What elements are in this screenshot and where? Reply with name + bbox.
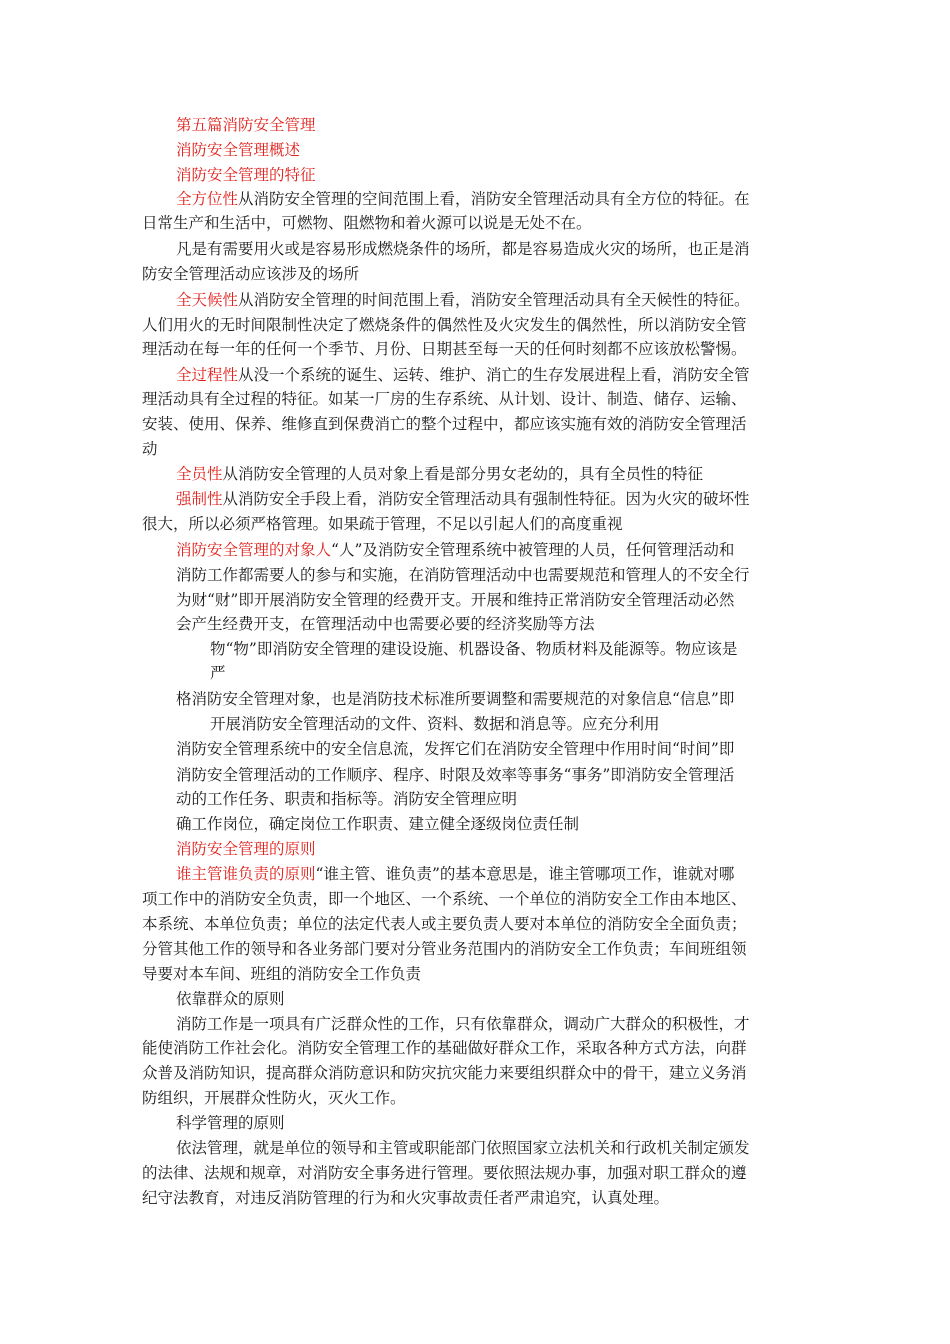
- text-line: [142, 512, 822, 536]
- body-text: 物“物”即消防安全管理的建设设施、机器设备、物质材料及能源等。物应该是: [210, 640, 738, 658]
- body-text: 的法律、法规和规章，对消防安全事务进行管理。要依照法规办事，加强对职工群众的遵: [142, 1164, 747, 1182]
- body-text: 严: [210, 664, 226, 682]
- body-text: 安装、使用、保养、维修直到保费消亡的整个过程中，都应该实施有效的消防安全管理活: [142, 415, 747, 433]
- body-text: 从消防安全手段上看，消防安全管理活动具有强制性特征。因为火灾的破坏性: [222, 490, 750, 508]
- text-line: [176, 787, 856, 811]
- text-line: [142, 1036, 822, 1060]
- body-text: 依法管理，就是单位的领导和主管或职能部门依照国家立法机关和行政机关制定颁发: [176, 1139, 750, 1157]
- text-line: [142, 962, 822, 986]
- text-line: [176, 462, 856, 486]
- text-line: [176, 563, 856, 587]
- text-line: [142, 1186, 822, 1210]
- body-text: 防组织，开展群众性防火，灭火工作。: [142, 1089, 406, 1107]
- text-line: [142, 1161, 822, 1185]
- text-line: [176, 487, 856, 511]
- body-text: 防安全管理活动应该涉及的场所: [142, 265, 360, 283]
- body-text: 动的工作任务、职责和指标等。消防安全管理应明: [176, 790, 518, 808]
- body-text: 项工作中的消防安全负责，即一个地区、一个系统、一个单位的消防安全工作由本地区、: [142, 890, 747, 908]
- text-line: [176, 687, 856, 711]
- text-line: [176, 187, 856, 211]
- heading-characteristics: 消防安全管理的特征: [176, 166, 316, 184]
- body-text: 纪守法教育，对违反消防管理的行为和火灾事故责任者严肃追究，认真处理。: [142, 1189, 670, 1207]
- text-line: [176, 1136, 856, 1160]
- term-label: 全天候性: [176, 291, 239, 309]
- term-label: 强制性: [176, 490, 223, 508]
- subheading: 科学管理的原则: [176, 1114, 285, 1132]
- term-label: 消防安全管理的对象人: [176, 541, 332, 559]
- text-line: [142, 412, 822, 436]
- text-line: [176, 288, 856, 312]
- text-line: [142, 887, 822, 911]
- term-label: 全员性: [176, 465, 223, 483]
- text-line: [176, 1111, 856, 1135]
- body-text: 消防工作是一项具有广泛群众性的工作，只有依靠群众，调动广大群众的积极性，才: [176, 1015, 750, 1033]
- body-text: 开展消防安全管理活动的文件、资料、数据和消息等。应充分利用: [210, 715, 660, 733]
- text-line: [176, 612, 856, 636]
- text-line: [176, 363, 856, 387]
- heading-part-title: 第五篇消防安全管理: [176, 116, 316, 134]
- text-line: [142, 387, 822, 411]
- text-line: [142, 313, 822, 337]
- text-line: [210, 637, 890, 661]
- text-line: [142, 437, 822, 461]
- body-text: 格消防安全管理对象，也是消防技术标准所要调整和需要规范的对象信息“信息”即: [176, 690, 735, 708]
- text-line: [176, 1012, 856, 1036]
- text-line: [176, 763, 856, 787]
- text-line: [176, 812, 856, 836]
- body-text: 从消防安全管理的时间范围上看，消防安全管理活动具有全天候性的特征。: [238, 291, 750, 309]
- body-text: 从消防安全管理的空间范围上看，消防安全管理活动具有全方位的特征。在: [238, 190, 750, 208]
- text-line: [142, 912, 822, 936]
- text-line: [176, 862, 856, 886]
- body-text: 从没一个系统的诞生、运转、维护、消亡的生存发展进程上看，消防安全管: [238, 366, 750, 384]
- body-text: 本系统、本单位负责；单位的法定代表人或主要负责人要对本单位的消防安全全面负责；: [142, 915, 747, 933]
- text-line: [176, 538, 856, 562]
- body-text: 会产生经费开支，在管理活动中也需要必要的经济奖励等方法: [176, 615, 595, 633]
- text-line: [176, 987, 856, 1011]
- term-label: 全过程性: [176, 366, 239, 384]
- text-line: [210, 712, 890, 736]
- text-line: [210, 661, 890, 685]
- body-text: 理活动在每一年的任何一个季节、月份、日期甚至每一天的任何时刻都不应该放松警惕。: [142, 340, 747, 358]
- body-text: 理活动具有全过程的特征。如某一厂房的生存系统、从计划、设计、制造、储存、运输、: [142, 390, 747, 408]
- term-label: 全方位性: [176, 190, 239, 208]
- body-text: 众普及消防知识，提高群众消防意识和防灾抗灾能力来要组织群众中的骨干，建立义务消: [142, 1064, 747, 1082]
- text-line: [176, 237, 856, 261]
- body-text: 分管其他工作的领导和各业务部门要对分管业务范围内的消防安全工作负责；车间班组领: [142, 940, 747, 958]
- body-text: 消防安全管理系统中的安全信息流，发挥它们在消防安全管理中作用时间“时间”即: [176, 740, 735, 758]
- text-line: [142, 937, 822, 961]
- text-line: [176, 138, 856, 162]
- body-text: 动: [142, 440, 158, 458]
- text-line: [142, 262, 822, 286]
- text-line: [142, 337, 822, 361]
- text-line: [142, 1061, 822, 1085]
- body-text: 消防安全管理活动的工作顺序、程序、时限及效率等事务“事务”即消防安全管理活: [176, 766, 735, 784]
- text-line: [142, 1086, 822, 1110]
- text-line: [176, 837, 856, 861]
- body-text: 导要对本车间、班组的消防安全工作负责: [142, 965, 422, 983]
- subheading: 依靠群众的原则: [176, 990, 285, 1008]
- body-text: “谁主管、谁负责”的基本意思是，谁主管哪项工作，谁就对哪: [315, 865, 735, 883]
- body-text: 日常生产和生活中，可燃物、阻燃物和着火源可以说是无处不在。: [142, 214, 592, 232]
- term-label: 谁主管谁负责的原则: [176, 865, 316, 883]
- text-line: [176, 163, 856, 187]
- text-line: [176, 588, 856, 612]
- heading-overview: 消防安全管理概述: [176, 141, 301, 159]
- body-text: 人们用火的无时间限制性决定了燃烧条件的偶然性及火灾发生的偶然性，所以消防安全管: [142, 316, 747, 334]
- body-text: 为财“财”即开展消防安全管理的经费开支。开展和维持正常消防安全管理活动必然: [176, 591, 735, 609]
- body-text: 很大，所以必须严格管理。如果疏于管理，不足以引起人们的高度重视: [142, 515, 623, 533]
- body-text: “人”及消防安全管理系统中被管理的人员，任何管理活动和: [331, 541, 735, 559]
- body-text: 能使消防工作社会化。消防安全管理工作的基础做好群众工作，采取各种方式方法，向群: [142, 1039, 747, 1057]
- body-text: 确工作岗位，确定岗位工作职责、建立健全逐级岗位责任制: [176, 815, 580, 833]
- text-line: [176, 113, 856, 137]
- body-text: 凡是有需要用火或是容易形成燃烧条件的场所，都是容易造成火灾的场所，也正是消: [176, 240, 750, 258]
- text-line: [176, 737, 856, 761]
- body-text: 从消防安全管理的人员对象上看是部分男女老幼的，具有全员性的特征: [222, 465, 704, 483]
- body-text: 消防工作都需要人的参与和实施，在消防管理活动中也需要规范和管理人的不安全行: [176, 566, 750, 584]
- heading-principles: 消防安全管理的原则: [176, 840, 316, 858]
- text-line: [142, 211, 822, 235]
